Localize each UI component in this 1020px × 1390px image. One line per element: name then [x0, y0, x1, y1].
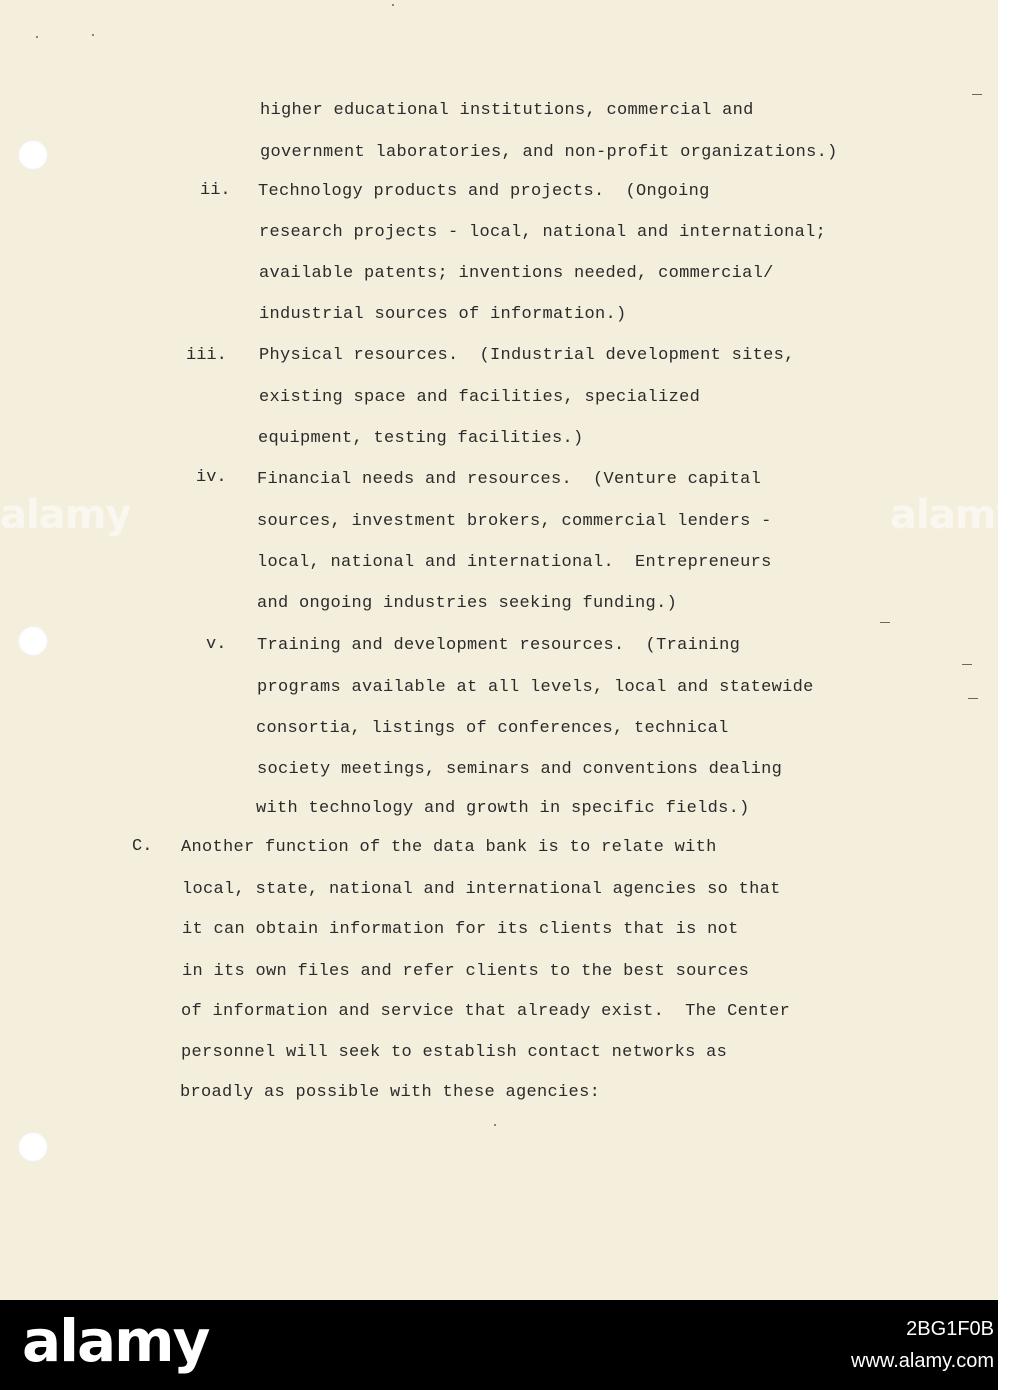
text-line: higher educational institutions, commercial and — [260, 101, 754, 120]
punch-hole-middle — [18, 626, 48, 656]
paper-speck — [92, 34, 94, 36]
text-line: and ongoing industries seeking funding.) — [257, 594, 678, 613]
text-line: local, state, national and international agencies so that — [182, 880, 781, 899]
list-marker-v: v. — [206, 635, 227, 654]
text-line: government laboratories, and non-profit organizations.) — [260, 143, 838, 162]
text-line: Physical resources. (Industrial development sites, — [259, 346, 795, 365]
text-line: it can obtain information for its clients that is not — [182, 920, 739, 939]
punch-hole-bottom — [18, 1132, 48, 1162]
margin-mark — [972, 94, 982, 95]
text-line: society meetings, seminars and conventions dealing — [257, 760, 783, 779]
margin-mark — [962, 664, 972, 665]
text-line: with technology and growth in specific fields.) — [256, 799, 750, 818]
text-line: in its own files and refer clients to the best sources — [182, 962, 750, 981]
list-marker-ii: ii. — [200, 181, 231, 200]
text-line: programs available at all levels, local and statewide — [257, 678, 814, 697]
text-line: Technology products and projects. (Ongoing — [258, 182, 710, 201]
image-code: 2BG1F0B — [906, 1318, 994, 1340]
list-marker-c: C. — [132, 837, 153, 856]
text-line: broadly as possible with these agencies: — [180, 1083, 601, 1102]
paper-speck — [392, 4, 394, 6]
paper-speck — [494, 1124, 496, 1126]
text-line: Financial needs and resources. (Venture capital — [257, 470, 762, 489]
text-line: of information and service that already exist. The Center — [181, 1002, 791, 1021]
paper-speck — [36, 36, 38, 38]
text-line: Another function of the data bank is to relate with — [181, 838, 717, 857]
margin-mark — [880, 622, 890, 623]
margin-mark — [968, 698, 978, 699]
text-line: local, national and international. Entrepreneurs — [257, 553, 772, 572]
faint-watermark: alamy — [0, 492, 131, 538]
text-line: consortia, listings of conferences, technical — [256, 719, 729, 738]
text-line: research projects - local, national and international; — [259, 223, 827, 242]
text-line: existing space and facilities, specialized — [259, 388, 701, 407]
text-line: Training and development resources. (Training — [257, 636, 741, 655]
faint-watermark: alamy — [890, 492, 1020, 538]
list-marker-iv: iv. — [196, 468, 227, 487]
text-line: equipment, testing facilities.) — [258, 429, 584, 448]
text-line: available patents; inventions needed, commercial/ — [259, 264, 774, 283]
watermark-url: www.alamy.com — [851, 1350, 994, 1372]
alamy-logo: alamy — [22, 1307, 209, 1375]
list-marker-iii: iii. — [186, 346, 227, 365]
text-line: industrial sources of information.) — [259, 305, 627, 324]
text-line: personnel will seek to establish contact networks as — [181, 1043, 728, 1062]
punch-hole-top — [18, 140, 48, 170]
text-line: sources, investment brokers, commercial lenders - — [257, 512, 772, 531]
